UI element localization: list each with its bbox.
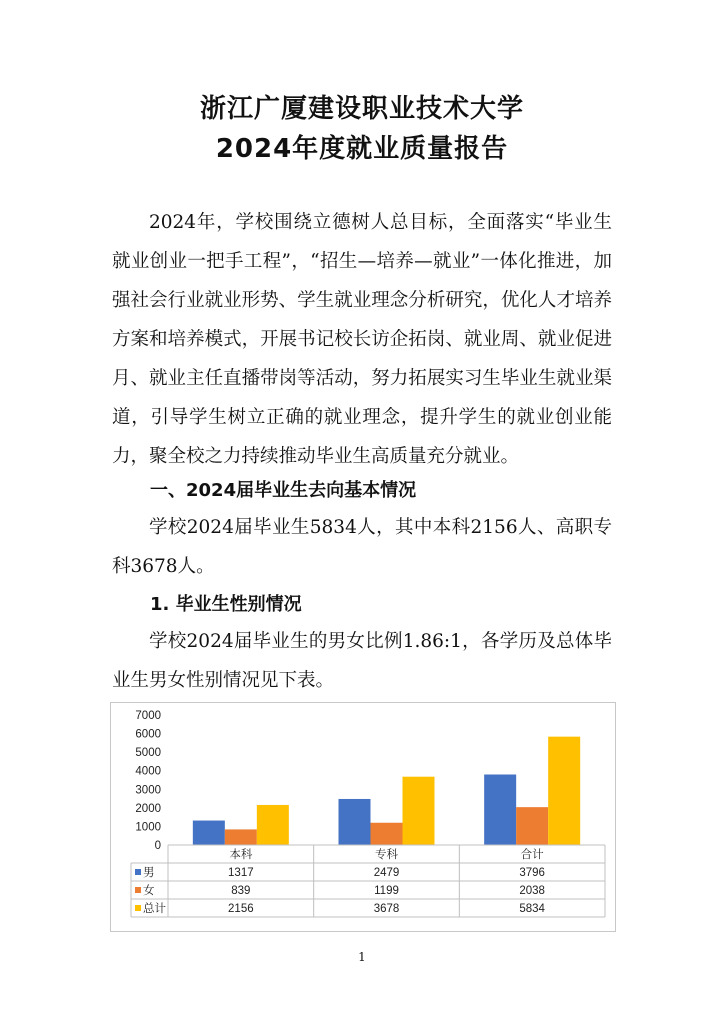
legend-key — [135, 887, 141, 893]
bar — [339, 799, 371, 845]
data-label: 2479 — [373, 867, 400, 879]
subsection1-heading: 1. 毕业生性别情况 — [150, 594, 302, 615]
y-tick-label: 5000 — [135, 747, 161, 760]
bar — [193, 821, 225, 845]
category-label: 合计 — [520, 849, 544, 861]
data-label: 5834 — [519, 903, 545, 915]
report-title-line1: 浙江广厦建设职业技术大学 — [199, 94, 524, 124]
legend-label: 男 — [143, 867, 155, 879]
data-label: 3678 — [373, 903, 400, 915]
legend-key — [135, 905, 141, 911]
category-label: 本科 — [229, 849, 253, 861]
bar — [548, 737, 580, 845]
bar — [257, 805, 289, 845]
bar — [516, 807, 548, 845]
subsection1-paragraph: 学校2024届毕业生的男女比例1.86:1，各学历及总体毕业生男女性别情况见下表。 — [112, 631, 612, 691]
data-label: 1317 — [228, 867, 254, 879]
section1-heading: 一、2024届毕业生去向基本情况 — [150, 480, 417, 501]
data-label: 3796 — [519, 867, 545, 879]
gender-chart — [110, 702, 616, 932]
y-tick-label: 6000 — [135, 728, 161, 741]
page-number: 1 — [358, 950, 366, 964]
legend-key — [135, 869, 141, 875]
y-tick-label: 7000 — [135, 710, 161, 722]
data-label: 2156 — [228, 903, 254, 915]
legend-label: 女 — [143, 885, 155, 897]
y-tick-label: 4000 — [135, 765, 161, 778]
y-tick-label: 0 — [154, 840, 161, 852]
bar — [225, 829, 257, 845]
legend-label: 总计 — [143, 903, 166, 915]
section1-paragraph: 学校2024届毕业生5834人，其中本科2156人、高职专科3678人。 — [112, 517, 612, 577]
y-tick-label: 2000 — [135, 802, 161, 815]
gender-chart-svg — [111, 703, 615, 931]
bar — [403, 777, 435, 845]
data-label: 839 — [231, 885, 251, 897]
category-label: 专科 — [375, 849, 398, 861]
y-tick-label: 1000 — [135, 821, 161, 834]
bar — [484, 775, 516, 845]
intro-paragraph: 2024年，学校围绕立德树人总目标，全面落实“毕业生就业创业一把手工程”，“招生—培养—就业”一体化推进，加强社会行业就业形势、学生就业理念分析研究，优化人才培养方案和培养模式，开展书记校长访企拓岗、就业周、就业促进月、就业主任直播带岗等活动，努力拓展实习生毕业生就业渠道，引导学生树立正确的就业理念，提升学生的就业创业能力，聚全校之力持续推动毕业生高质量充分就业。 — [112, 212, 612, 467]
bar — [371, 823, 403, 845]
y-tick-label: 3000 — [135, 784, 161, 797]
report-title-line2: 2024年度就业质量报告 — [215, 134, 509, 164]
data-label: 2038 — [519, 885, 545, 897]
data-label: 1199 — [374, 885, 399, 897]
